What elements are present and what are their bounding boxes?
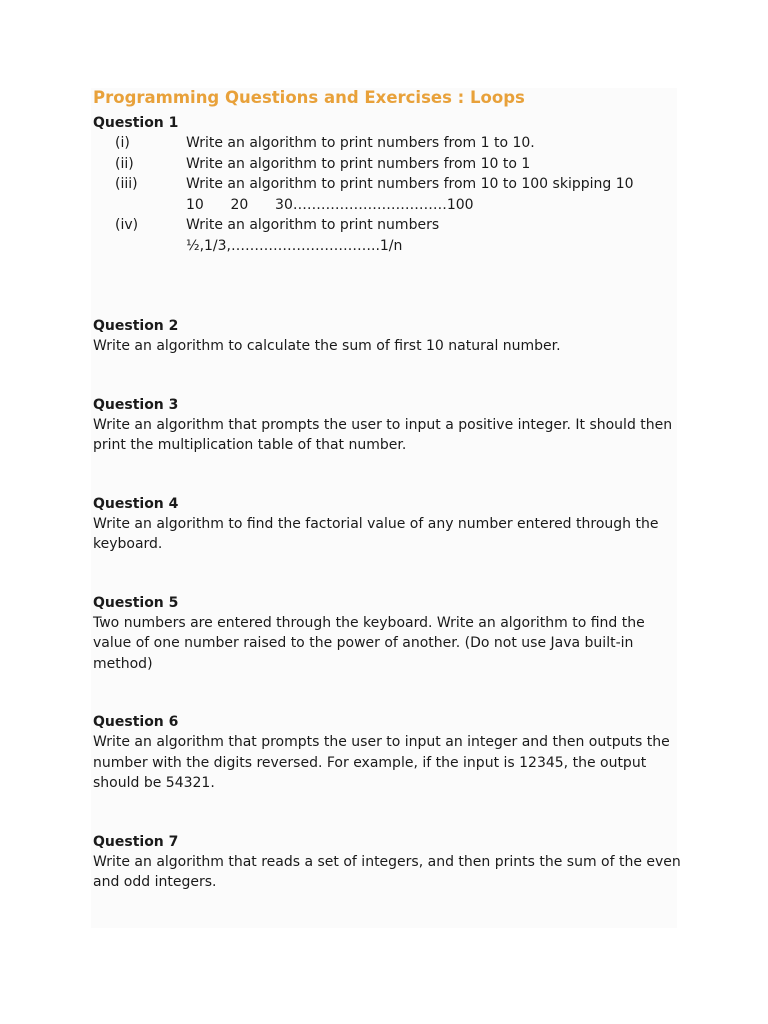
question-4 bbox=[93, 494, 683, 555]
question-1 bbox=[93, 113, 683, 256]
sub-question-line: Write an algorithm to print numbers bbox=[186, 217, 440, 233]
question-heading: Question 7 bbox=[93, 833, 179, 850]
sub-question-number: (ii) bbox=[115, 155, 134, 172]
sub-question-text: Write an algorithm to print numbers from 10 to 1 bbox=[186, 155, 531, 172]
question-heading: Question 3 bbox=[93, 396, 179, 413]
question-text: Two numbers are entered through the keyboard. Write an algorithm to find the value of one number raised to the power of another. (Do not use Java built-in method) bbox=[93, 614, 645, 672]
document-body bbox=[93, 87, 683, 893]
question-5 bbox=[93, 593, 683, 675]
question-7 bbox=[93, 832, 683, 893]
sub-question-sequence: 10 20 30……………………………100 bbox=[186, 196, 474, 213]
question-2 bbox=[93, 316, 683, 357]
question-text: Write an algorithm that prompts the user to input an integer and then outputs the number with the digits reversed. For example, if the input is 12345, the output should be 54321. bbox=[93, 734, 670, 791]
sub-question-text bbox=[186, 174, 683, 215]
question-heading: Question 2 bbox=[93, 318, 179, 334]
sub-question-number: (i) bbox=[115, 135, 130, 151]
sub-question-i bbox=[93, 133, 683, 154]
question-heading: Question 4 bbox=[93, 495, 179, 512]
question-text: Write an algorithm to find the factorial value of any number entered through the keyboard. bbox=[93, 515, 659, 552]
question-heading: Question 1 bbox=[93, 115, 179, 131]
question-text: Write an algorithm that reads a set of integers, and then prints the sum of the even and odd integers. bbox=[93, 853, 681, 890]
question-6 bbox=[93, 712, 683, 794]
sub-question-number: (iv) bbox=[115, 217, 139, 233]
sub-question-sequence: ½,1/3,…………………………..1/n bbox=[186, 237, 403, 254]
question-text: Write an algorithm to calculate the sum of first 10 natural number. bbox=[93, 338, 561, 354]
sub-question-iii bbox=[93, 174, 683, 215]
question-heading: Question 5 bbox=[93, 594, 179, 611]
question-heading: Question 6 bbox=[93, 714, 179, 730]
sub-question-ii bbox=[93, 154, 683, 175]
sub-question-text bbox=[186, 215, 683, 256]
sub-question-number: (iii) bbox=[115, 176, 138, 192]
sub-question-iv bbox=[93, 215, 683, 256]
sub-question-line: Write an algorithm to print numbers from 10 to 100 skipping 10 bbox=[186, 176, 634, 192]
question-3 bbox=[93, 395, 683, 456]
document-title: Programming Questions and Exercises : Loops bbox=[93, 88, 525, 107]
question-text: Write an algorithm that prompts the user to input a positive integer. It should then print the multiplication table of that number. bbox=[93, 416, 673, 453]
sub-question-text: Write an algorithm to print numbers from 1 to 10. bbox=[186, 135, 535, 151]
